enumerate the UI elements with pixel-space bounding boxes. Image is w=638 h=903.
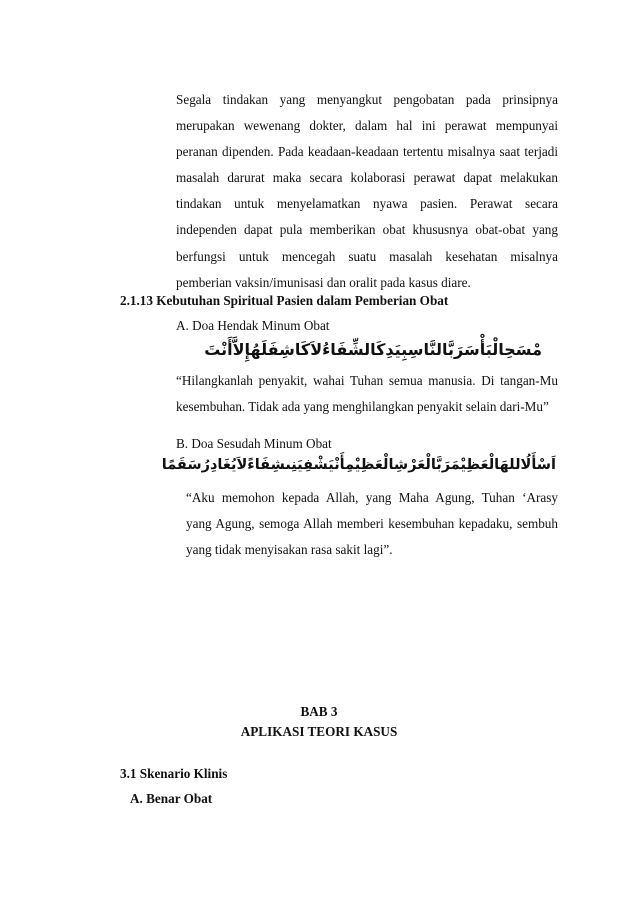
subsection-heading-benar-obat: A. Benar Obat bbox=[130, 791, 213, 806]
doa-a-arabic-text: مْسَحِالْبَأْسَرَبَّالنَّاسِبِيَدِكَالشِّفَاءُلاَكَاشِفَلَهُإِلاَّأَنْتَ bbox=[204, 340, 542, 359]
text-line: independen dapat pula memberikan obat khususnya obat-obat yang bbox=[176, 222, 558, 238]
doa-a-translation bbox=[176, 368, 558, 420]
text-line: pemberian vaksin/imunisasi dan oralit pada kasus diare. bbox=[176, 274, 471, 290]
text-line: “Aku memohon kepada Allah, yang Maha Agung, Tuhan ‘Arasy bbox=[186, 490, 558, 505]
text-line: “Hilangkanlah penyakit, wahai Tuhan semua manusia. Di tangan-Mu bbox=[176, 373, 558, 388]
text-line: tindakan untuk menyelamatkan nyawa pasien. Perawat secara bbox=[176, 196, 558, 212]
text-line: Segala tindakan yang menyangkut pengobatan pada prinsipnya bbox=[176, 92, 558, 107]
text-line: yang tidak menyisakan rasa sakit lagi”. bbox=[186, 542, 393, 557]
text-line: berfungsi untuk mencegah suatu masalah kesehatan misalnya bbox=[176, 248, 558, 264]
section-heading-skenario: 3.1 Skenario Klinis bbox=[120, 766, 228, 781]
text-line: masalah darurat maka secara kolaborasi perawat dapat melakukan bbox=[176, 170, 558, 186]
text-line: merupakan wewenang dokter, dalam hal ini perawat mempunyai bbox=[176, 118, 558, 134]
doa-b-translation bbox=[186, 485, 558, 563]
text-line: yang Agung, semoga Allah memberi kesembuhan kepadaku, sembuh bbox=[186, 516, 558, 531]
chapter-number: BAB 3 bbox=[300, 704, 338, 719]
doa-b-arabic-text: اَسْأَلُاللهَالْعَظِيْمَرَبَّالْعَرْشِالْعَظِيْمِأَنْيَشْفِيَنِىشِفَاءًلاَيُغَادِرُسَقَمًا bbox=[161, 457, 556, 473]
doa-a-title: A. Doa Hendak Minum Obat bbox=[176, 318, 330, 333]
doa-b-title: B. Doa Sesudah Minum Obat bbox=[176, 436, 332, 451]
text-line: kesembuhan. Tidak ada yang menghilangkan penyakit selain dari-Mu” bbox=[176, 399, 549, 415]
section-heading-spiritual: 2.1.13 Kebutuhan Spiritual Pasien dalam Pemberian Obat bbox=[120, 293, 449, 308]
paragraph-pengobatan bbox=[176, 87, 558, 296]
chapter-title: APLIKASI TEORI KASUS bbox=[240, 724, 398, 739]
text-line: peranan dipenden. Pada keadaan-keadaan tertentu misalnya saat terjadi bbox=[176, 144, 558, 160]
